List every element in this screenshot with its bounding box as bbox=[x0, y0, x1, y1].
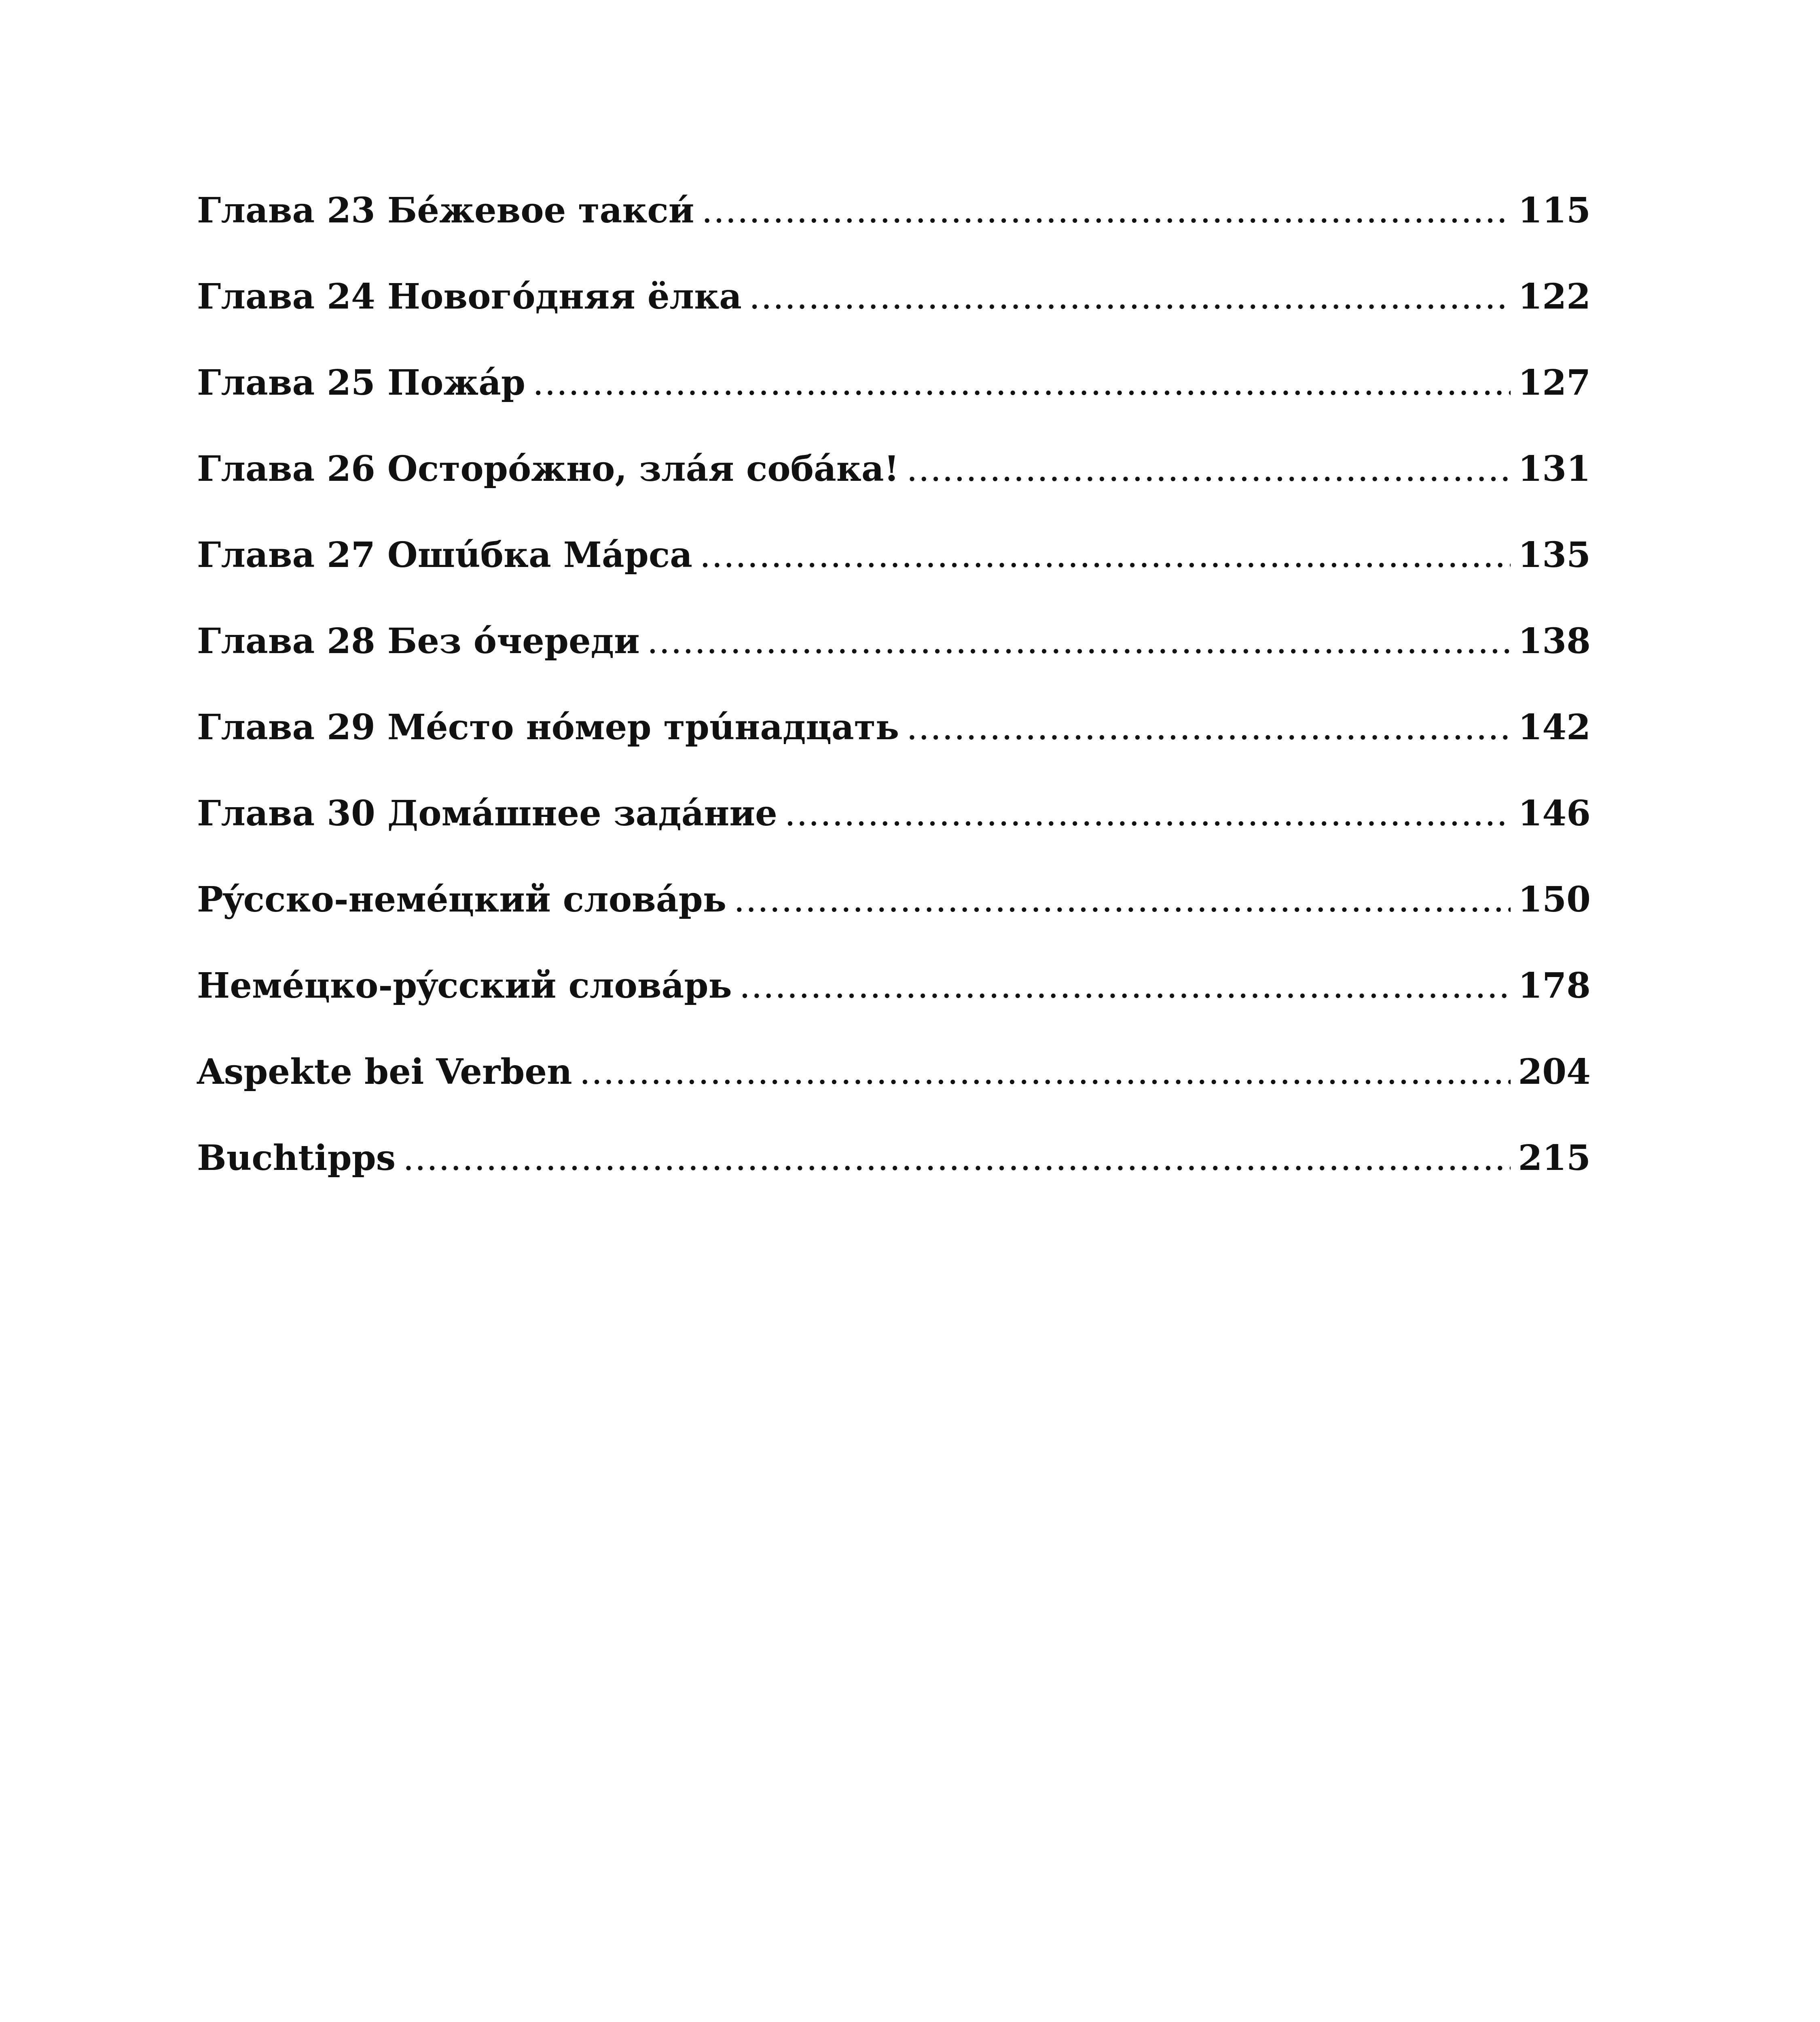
toc-entry-title: Глава 26 Осторóжно, злáя собáка! bbox=[197, 448, 899, 489]
toc-entry-title: Немéцко-рýсский словáрь bbox=[197, 965, 732, 1006]
toc-entry-page: 122 bbox=[1518, 276, 1591, 317]
toc-entry-page: 138 bbox=[1518, 621, 1591, 662]
toc-entry-title: Глава 30 Домáшнее задáние bbox=[197, 793, 777, 834]
toc-entry-page: 127 bbox=[1518, 362, 1591, 403]
toc-entry bbox=[197, 1051, 1591, 1138]
toc-entry bbox=[197, 879, 1591, 965]
toc-entry-title: Рýсско-немéцкий словáрь bbox=[197, 879, 727, 920]
table-of-contents bbox=[197, 190, 1591, 1224]
toc-entry-title: Buchtipps bbox=[197, 1138, 396, 1178]
toc-entry bbox=[197, 448, 1591, 535]
toc-entry-page: 146 bbox=[1518, 793, 1591, 834]
toc-entry-page: 131 bbox=[1518, 448, 1591, 489]
toc-entry-page: 178 bbox=[1518, 965, 1591, 1006]
toc-entry bbox=[197, 276, 1591, 362]
toc-dot-leader bbox=[647, 621, 1511, 662]
toc-dot-leader bbox=[739, 966, 1511, 1006]
toc-entry bbox=[197, 535, 1591, 621]
toc-dot-leader bbox=[580, 1052, 1511, 1092]
toc-entry bbox=[197, 707, 1591, 793]
toc-dot-leader bbox=[403, 1138, 1511, 1178]
toc-entry-title: Глава 25 Пожáр bbox=[197, 362, 526, 403]
toc-entry-page: 215 bbox=[1518, 1138, 1591, 1178]
toc-dot-leader bbox=[700, 535, 1511, 575]
toc-entry-page: 150 bbox=[1518, 879, 1591, 920]
toc-entry-page: 135 bbox=[1518, 535, 1591, 575]
toc-entry bbox=[197, 362, 1591, 448]
toc-entry bbox=[197, 621, 1591, 707]
toc-dot-leader bbox=[785, 793, 1511, 834]
toc-entry-title: Глава 23 Бе́жевое такси́ bbox=[197, 190, 694, 231]
toc-entry-title: Глава 27 Ошúбка Мáрса bbox=[197, 535, 692, 575]
toc-entry-title: Aspekte bei Verben bbox=[197, 1051, 572, 1092]
toc-dot-leader bbox=[533, 363, 1511, 403]
toc-entry-title: Глава 28 Без óчереди bbox=[197, 621, 640, 662]
toc-entry-page: 115 bbox=[1518, 190, 1591, 231]
toc-entry bbox=[197, 965, 1591, 1051]
toc-entry bbox=[197, 793, 1591, 879]
toc-entry-title: Глава 24 Новогóдняя ёлка bbox=[197, 276, 742, 317]
toc-dot-leader bbox=[906, 449, 1511, 489]
toc-entry-page: 142 bbox=[1518, 707, 1591, 748]
toc-dot-leader bbox=[702, 190, 1511, 231]
toc-dot-leader bbox=[749, 277, 1511, 317]
toc-entry-title: Глава 29 Мéсто нóмер трúнадцать bbox=[197, 707, 899, 748]
toc-entry bbox=[197, 1138, 1591, 1224]
toc-entry bbox=[197, 190, 1591, 276]
toc-entry-page: 204 bbox=[1518, 1051, 1591, 1092]
toc-dot-leader bbox=[906, 707, 1511, 748]
toc-dot-leader bbox=[734, 880, 1511, 920]
